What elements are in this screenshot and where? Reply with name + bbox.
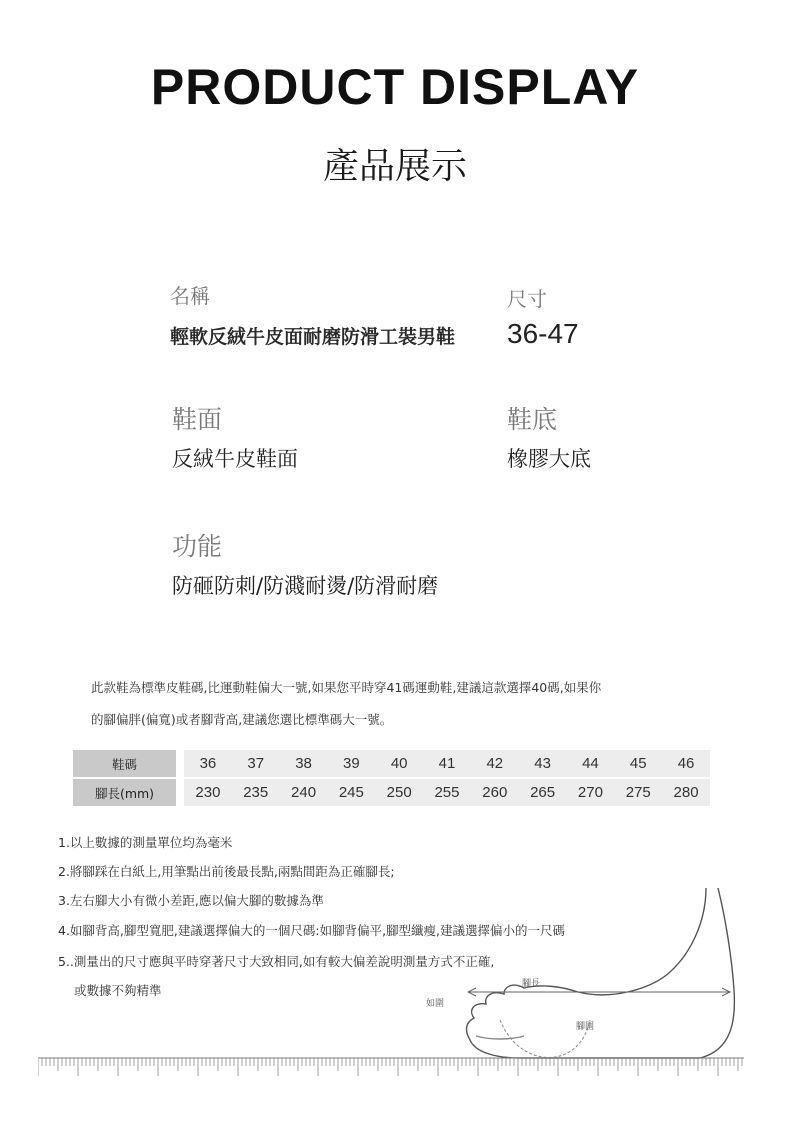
foot-circumference-label: 如圍: [426, 999, 445, 1009]
shoe-size-cell: 39: [327, 750, 375, 778]
instruction-item-5-continued: 或數據不夠精準: [74, 983, 162, 998]
foot-length-cell: 250: [375, 778, 423, 807]
table-gap: [176, 778, 184, 807]
foot-length-cell: 265: [519, 778, 567, 807]
instruction-item-2: 2.將腳踩在白紙上,用筆點出前後最長點,兩點間距為正確腳長;: [58, 864, 395, 879]
page-title-english: PRODUCT DISPLAY: [150, 59, 640, 115]
ruler-graphic: [38, 1056, 744, 1078]
instruction-item-1: 1.以上數據的測量單位均為毫米: [58, 835, 233, 850]
shoe-size-cell: 40: [375, 750, 423, 778]
function-value: 防砸防刺/防濺耐燙/防滑耐磨: [172, 574, 439, 598]
foot-measurement-diagram: [400, 880, 760, 1070]
foot-length-cell: 255: [423, 778, 471, 807]
foot-length-cell: 270: [567, 778, 615, 807]
instruction-item-4: 4.如腳背高,腳型寬肥,建議選擇偏大的一個尺碼:如腳背偏平,腳型纖瘦,建議選擇偏小的一尺碼: [58, 923, 566, 938]
shoe-size-cell: 42: [471, 750, 519, 778]
shoe-size-cell: 41: [423, 750, 471, 778]
size-chart-table: [73, 750, 710, 808]
foot-length-cell: 240: [280, 778, 328, 807]
size-notice-line-2: 的腳偏胖(偏寬)或者腳背高,建議您選比標準碼大一號。: [91, 712, 393, 727]
foot-length-cell: 230: [184, 778, 232, 807]
foot-length-cell: 260: [471, 778, 519, 807]
instruction-item-3: 3.左右腳大小有微小差距,應以偏大腳的數據為準: [58, 893, 324, 908]
upper-value: 反絨牛皮鞋面: [172, 447, 298, 471]
shoe-size-cell: 37: [232, 750, 280, 778]
page-title-chinese: 產品展示: [322, 146, 467, 187]
shoe-size-cell: 45: [614, 750, 662, 778]
foot-length-label: 腳長: [522, 979, 541, 989]
function-label: 功能: [172, 532, 223, 561]
table-row-foot-length: [73, 778, 710, 807]
size-range: 36-47: [507, 318, 579, 349]
size-notice-line-1: 此款鞋為標準皮鞋碼,比運動鞋偏大一號,如果您平時穿41碼運動鞋,建議這款選擇40碼,如果你: [91, 680, 602, 695]
shoe-size-header: 鞋碼: [73, 750, 176, 778]
foot-length-cell: 275: [614, 778, 662, 807]
shoe-size-cell: 44: [567, 750, 615, 778]
foot-length-header: 腳長(mm): [73, 778, 176, 807]
table-gap: [176, 750, 184, 778]
foot-length-cell: 235: [232, 778, 280, 807]
shoe-size-cell: 38: [280, 750, 328, 778]
shoe-size-cell: 43: [519, 750, 567, 778]
shoe-size-cell: 46: [662, 750, 710, 778]
sole-value: 橡膠大底: [507, 447, 591, 471]
size-label: 尺寸: [507, 287, 547, 311]
table-row-shoe-size: [73, 750, 710, 778]
foot-length-cell: 245: [327, 778, 375, 807]
name-label: 名稱: [170, 284, 210, 308]
foot-length-cell: 280: [662, 778, 710, 807]
foot-girth-label: 腳圍: [576, 1022, 595, 1032]
sole-label: 鞋底: [507, 405, 558, 434]
product-name: 輕軟反絨牛皮面耐磨防滑工裝男鞋: [170, 326, 456, 348]
upper-label: 鞋面: [172, 405, 223, 434]
foot-outline-icon: [467, 888, 735, 1058]
shoe-size-cell: 36: [184, 750, 232, 778]
instruction-item-5: 5..測量出的尺寸應與平時穿著尺寸大致相同,如有較大偏差說明測量方式不正確,: [58, 954, 495, 969]
